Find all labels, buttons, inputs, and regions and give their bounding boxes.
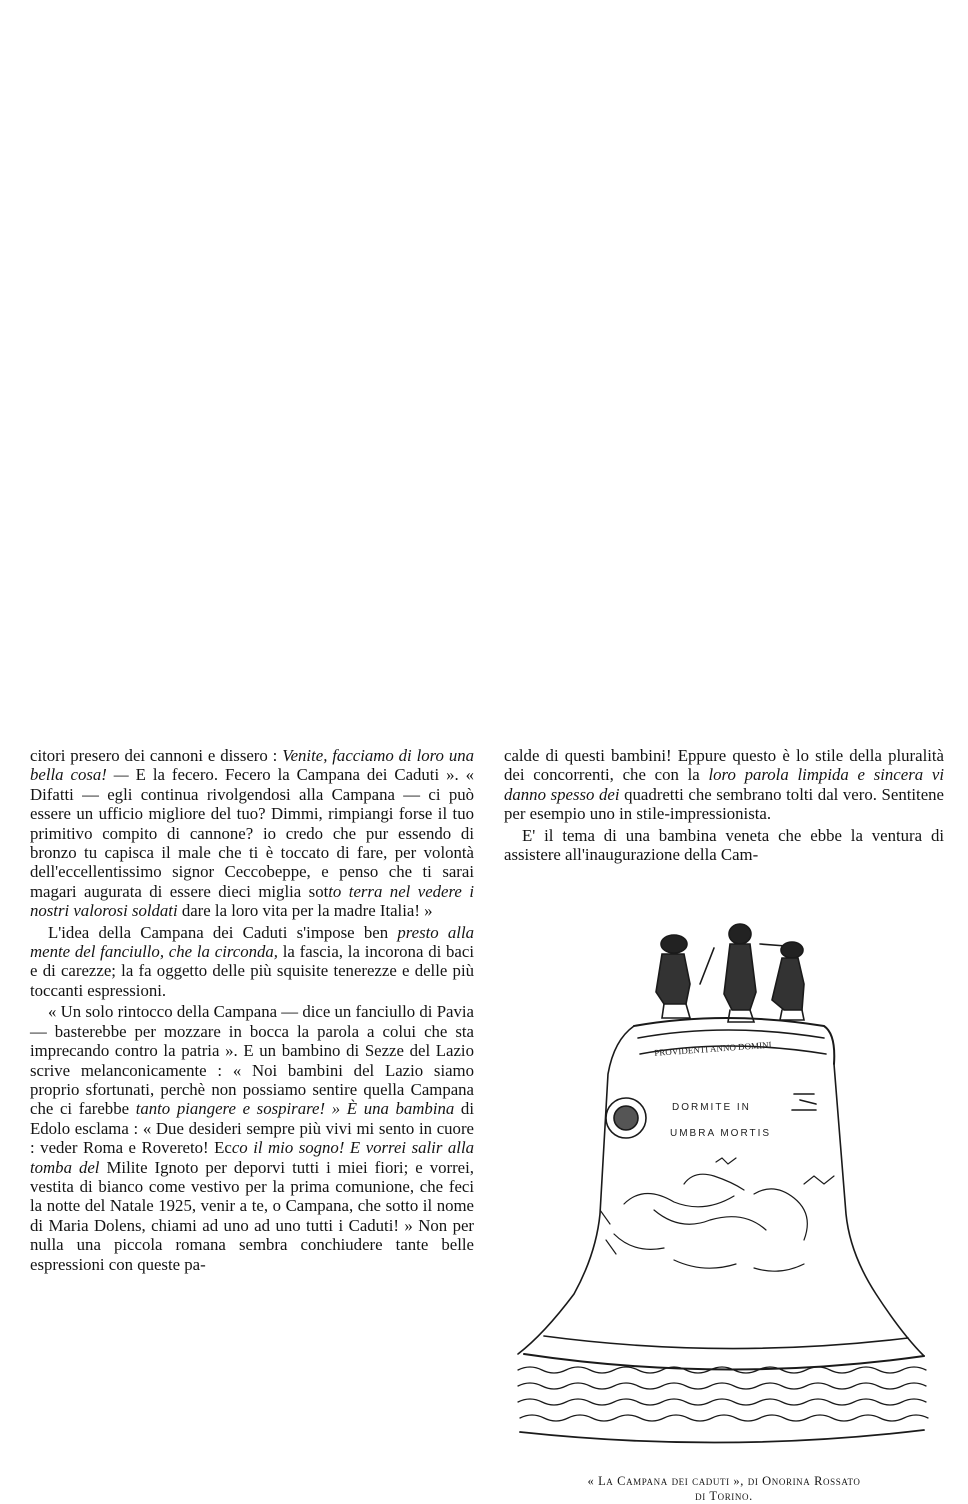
text-run: « Un solo rintocco della Campana — dice un fanciullo di Pavia — basterebbe per mozzare in bocca la parola a colui che sta imprecando contro la patria ». E un bambino di Sezze del Lazio scrive melanconicamente : « Noi bambini del Lazio siamo proprio sfortunati, perchè non possiamo sentire quella Campana che ci farebbe [30, 1002, 474, 1119]
italic-text-run: Venite, facciamo di loro una bella cosa! — [30, 746, 474, 785]
text-run: citori presero dei cannoni e dissero : [30, 746, 283, 765]
bell-illustration [504, 914, 944, 1474]
bell-inscription-line1: DORMITE IN [672, 1102, 751, 1113]
soldier-statue-right [772, 942, 804, 1020]
italic-text-run: co il mio sogno! E vorrei salir alla tomba del [30, 1138, 474, 1177]
right-column [504, 746, 944, 864]
paragraph [30, 923, 474, 1001]
text-run: la fascia, la incorona di baci e di carezze; la fa oggetto delle più squisite tenerezze e delle più toccanti espressioni. [30, 942, 474, 1000]
text-run: E' il tema di una bambina veneta che ebbe la ventura di assistere all'inaugurazione della Cam- [504, 825, 944, 865]
soldier-statue-left [656, 935, 690, 1018]
paragraph [30, 1002, 474, 1274]
italic-text-run: presto alla mente del fanciullo, che la circonda, [30, 922, 474, 962]
text-run: E la fecero. Fecero la Campana dei Caduti ». « Difatti — egli continua rivolgendosi alla Campana — ci può essere un ufficio migliore del tuo? Dimmi, rimpiangi forse il tuo primitivo compito di cannone? io credo che pur essendo di bronzo tu capisca il male che ti è toccato di fare, per volontà dell'eccellentissimo signor Ceccobeppe, e penso che ti sarai magari augurata di essere dieci miglia sot [30, 765, 474, 901]
text-run: Milite Ignoto per deporvi tutti i miei fiori; e vorrei, vestita di bianco come vestivo per la prima comunione, che feci la notte del Natale 1925, venir a te, o Campana, che sotto il nome di Maria Dolens, chiami ad uno ad uno tutti i Caduti! » Non per nulla una piccola romana sembra conchiudere tante belle espressioni con queste pa- [30, 1157, 474, 1274]
left-column [30, 746, 474, 1274]
text-run: calde di questi bambini! Eppure questo è lo stile della pluralità dei concorrenti, che con la [504, 746, 944, 785]
figure-caption [504, 1474, 944, 1504]
caption-line2: di Torino. [695, 1489, 753, 1503]
paragraph [504, 746, 944, 824]
caption-line1: « La Campana dei caduti », di Onorina Rossato [587, 1474, 861, 1488]
text-run: quadretti che sembrano tolti dal vero. Sentitene per esempio uno in stile-impressionista. [504, 784, 944, 824]
wave-pattern [518, 1367, 928, 1421]
angel-statue-center [700, 924, 786, 1022]
bell-inscription-line2: UMBRA MORTIS [670, 1128, 772, 1139]
italic-text-run: loro parola limpida e sincera vi danno spesso dei [504, 765, 944, 804]
bell-band-text: PROVIDENTI ANNO DOMINI [653, 1039, 772, 1058]
italic-text-run: to terra nel vedere i nostri valorosi soldati [30, 881, 474, 921]
text-run: dare la loro vita per la madre Italia! » [177, 901, 433, 921]
paragraph [504, 826, 944, 865]
bell-drawing [504, 914, 944, 1474]
italic-text-run: tanto piangere e sospirare! » È una bambina [135, 1099, 455, 1119]
relief-scene [600, 1158, 834, 1271]
text-run: di Edolo esclama : « Due desideri sempre più vivi mi sento in cuore : veder Roma e Rovereto! Ec [30, 1099, 474, 1158]
text-run: L'idea della Campana dei Caduti s'impose ben [48, 922, 398, 942]
paragraph [30, 746, 474, 921]
